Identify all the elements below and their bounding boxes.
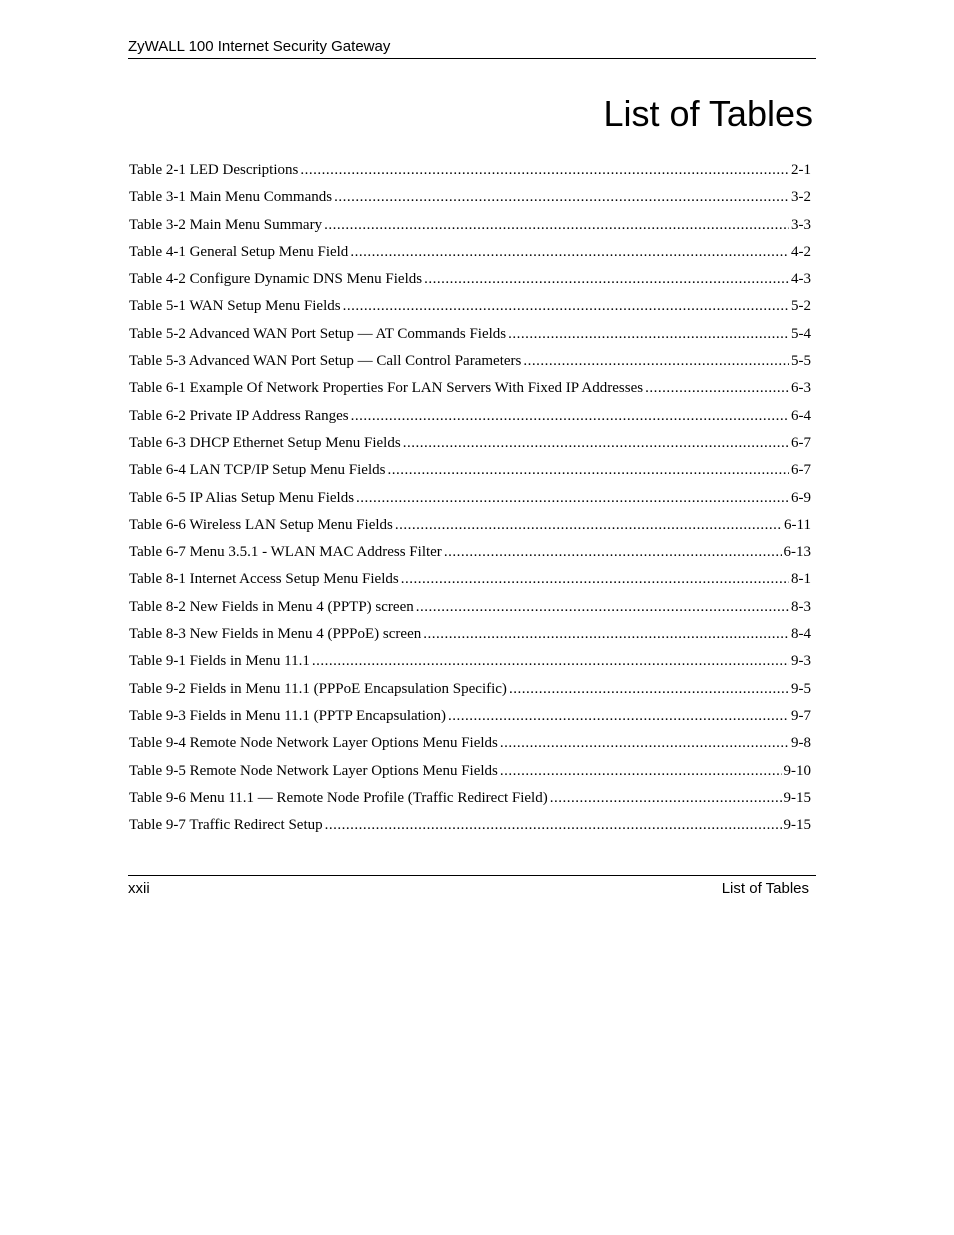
toc-entry-label: Table 9-5 Remote Node Network Layer Options Menu Fields bbox=[129, 762, 498, 779]
dot-leader bbox=[509, 677, 789, 701]
toc-entry[interactable] bbox=[129, 513, 811, 540]
toc-entry[interactable] bbox=[129, 213, 811, 240]
toc-entry-label: Table 4-2 Configure Dynamic DNS Menu Fields bbox=[129, 271, 423, 288]
toc-entry-label: Table 6-7 Menu 3.5.1 - WLAN MAC Address Filter bbox=[129, 544, 442, 561]
toc-entry[interactable] bbox=[129, 431, 811, 458]
dot-leader bbox=[444, 540, 782, 564]
toc-entry-page: 5-5 bbox=[791, 353, 811, 370]
footer-rule bbox=[128, 875, 816, 876]
toc-entry-label: Table 8-1 Internet Access Setup Menu Fields bbox=[129, 571, 399, 588]
toc-entry[interactable] bbox=[129, 158, 811, 185]
toc-entry-label: Table 4-1 General Setup Menu Field bbox=[129, 243, 349, 260]
toc-entry-label: Table 9-4 Remote Node Network Layer Options Menu Fields bbox=[129, 735, 498, 752]
toc-entry-label: Table 6-3 DHCP Ethernet Setup Menu Fields bbox=[129, 434, 401, 451]
toc-entry[interactable] bbox=[129, 786, 811, 813]
toc-entry[interactable] bbox=[129, 567, 811, 594]
dot-leader bbox=[356, 486, 789, 510]
toc-entry[interactable] bbox=[129, 540, 811, 567]
toc-entry[interactable] bbox=[129, 731, 811, 758]
running-header: ZyWALL 100 Internet Security Gateway bbox=[128, 38, 391, 55]
toc-entry-page: 6-9 bbox=[791, 489, 811, 506]
toc-entry[interactable] bbox=[129, 267, 811, 294]
footer-section-title: List of Tables bbox=[721, 880, 809, 897]
toc-entry-page: 6-13 bbox=[783, 544, 811, 561]
toc-entry[interactable] bbox=[129, 376, 811, 403]
toc-entry-label: Table 6-1 Example Of Network Properties For LAN Servers With Fixed IP Addresses bbox=[129, 380, 644, 397]
toc-entry-page: 6-7 bbox=[791, 462, 811, 479]
toc-entry-label: Table 3-1 Main Menu Commands bbox=[129, 189, 333, 206]
dot-leader bbox=[423, 622, 789, 646]
toc-entry-page: 6-3 bbox=[791, 380, 811, 397]
toc-entry[interactable] bbox=[129, 622, 811, 649]
page-title: List of Tables bbox=[603, 93, 813, 134]
toc-entry-label: Table 2-1 LED Descriptions bbox=[129, 162, 299, 178]
toc-entry-label: Table 6-5 IP Alias Setup Menu Fields bbox=[129, 489, 355, 506]
dot-leader bbox=[343, 294, 789, 318]
dot-leader bbox=[351, 404, 789, 428]
toc-entry[interactable] bbox=[129, 677, 811, 704]
header-rule bbox=[128, 58, 816, 59]
toc-entry-label: Table 9-7 Traffic Redirect Setup bbox=[129, 817, 323, 834]
dot-leader bbox=[401, 567, 789, 591]
toc-entry[interactable] bbox=[129, 349, 811, 376]
dot-leader bbox=[387, 458, 789, 482]
dot-leader bbox=[403, 431, 789, 455]
toc-entry[interactable] bbox=[129, 240, 811, 267]
toc-entry-page: 5-4 bbox=[791, 325, 811, 342]
toc-entry-page: 9-10 bbox=[783, 762, 811, 779]
dot-leader bbox=[645, 376, 789, 400]
toc-entry-page: 9-8 bbox=[791, 735, 811, 752]
toc-entry-page: 4-2 bbox=[791, 243, 811, 260]
toc-entry[interactable] bbox=[129, 322, 811, 349]
toc-entry-label: Table 9-3 Fields in Menu 11.1 (PPTP Encapsulation) bbox=[129, 707, 446, 724]
toc-entry-label: Table 5-2 Advanced WAN Port Setup — AT Commands Fields bbox=[129, 325, 507, 342]
dot-leader bbox=[523, 349, 789, 373]
toc-entry-page: 6-7 bbox=[791, 434, 811, 451]
toc-entry-page: 8-1 bbox=[791, 571, 811, 588]
toc-entry-page: 8-4 bbox=[791, 626, 811, 643]
toc-entry-label: Table 6-4 LAN TCP/IP Setup Menu Fields bbox=[129, 462, 386, 479]
toc-entry-label: Table 3-2 Main Menu Summary bbox=[129, 216, 323, 233]
toc-entry-label: Table 9-1 Fields in Menu 11.1 bbox=[129, 653, 310, 670]
toc-entry[interactable] bbox=[129, 759, 811, 786]
dot-leader bbox=[325, 813, 782, 837]
dot-leader bbox=[395, 513, 782, 537]
toc-entry-page: 3-3 bbox=[791, 216, 811, 233]
toc-entry[interactable] bbox=[129, 404, 811, 431]
dot-leader bbox=[550, 786, 782, 810]
toc-entry[interactable] bbox=[129, 185, 811, 212]
toc-entry-label: Table 8-3 New Fields in Menu 4 (PPPoE) screen bbox=[129, 626, 422, 643]
toc-entry[interactable] bbox=[129, 704, 811, 731]
toc-entry-page: 5-2 bbox=[791, 298, 811, 315]
toc-entry[interactable] bbox=[129, 294, 811, 321]
footer-page-number: xxii bbox=[128, 880, 150, 897]
toc-entry-page: 9-15 bbox=[783, 789, 811, 806]
toc-entry-page: 6-4 bbox=[791, 407, 811, 424]
toc-entry[interactable] bbox=[129, 813, 811, 840]
dot-leader bbox=[324, 213, 789, 237]
toc-entry-label: Table 6-2 Private IP Address Ranges bbox=[129, 407, 349, 424]
toc-entry-label: Table 9-6 Menu 11.1 — Remote Node Profile (Traffic Redirect Field) bbox=[129, 789, 548, 806]
toc-entry[interactable] bbox=[129, 458, 811, 485]
dot-leader bbox=[508, 322, 789, 346]
toc-entry-page: 3-2 bbox=[791, 189, 811, 206]
dot-leader bbox=[448, 704, 789, 728]
dot-leader bbox=[312, 649, 789, 673]
toc-entry-page: 8-3 bbox=[791, 598, 811, 615]
toc-entry-page: 9-5 bbox=[791, 680, 811, 697]
toc-entry[interactable] bbox=[129, 595, 811, 622]
toc-entry-page: 9-7 bbox=[791, 707, 811, 724]
toc-entry[interactable] bbox=[129, 486, 811, 513]
toc-entry-page: 9-15 bbox=[783, 817, 811, 834]
toc-entry-page: 6-11 bbox=[784, 516, 811, 533]
dot-leader bbox=[424, 267, 789, 291]
toc-entry-label: Table 6-6 Wireless LAN Setup Menu Fields bbox=[129, 516, 393, 533]
dot-leader bbox=[300, 158, 789, 182]
dot-leader bbox=[500, 759, 782, 783]
toc-entry-label: Table 5-1 WAN Setup Menu Fields bbox=[129, 298, 341, 315]
table-of-contents-list bbox=[129, 158, 811, 840]
toc-entry-page: 4-3 bbox=[791, 271, 811, 288]
dot-leader bbox=[334, 185, 789, 209]
toc-entry-page: 2-1 bbox=[791, 162, 811, 178]
toc-entry-label: Table 8-2 New Fields in Menu 4 (PPTP) screen bbox=[129, 598, 414, 615]
toc-entry[interactable] bbox=[129, 649, 811, 676]
dot-leader bbox=[500, 731, 789, 755]
dot-leader bbox=[350, 240, 789, 264]
toc-entry-page: 9-3 bbox=[791, 653, 811, 670]
toc-entry-label: Table 9-2 Fields in Menu 11.1 (PPPoE Encapsulation Specific) bbox=[129, 680, 507, 697]
toc-entry-label: Table 5-3 Advanced WAN Port Setup — Call Control Parameters bbox=[129, 353, 522, 370]
dot-leader bbox=[416, 595, 789, 619]
